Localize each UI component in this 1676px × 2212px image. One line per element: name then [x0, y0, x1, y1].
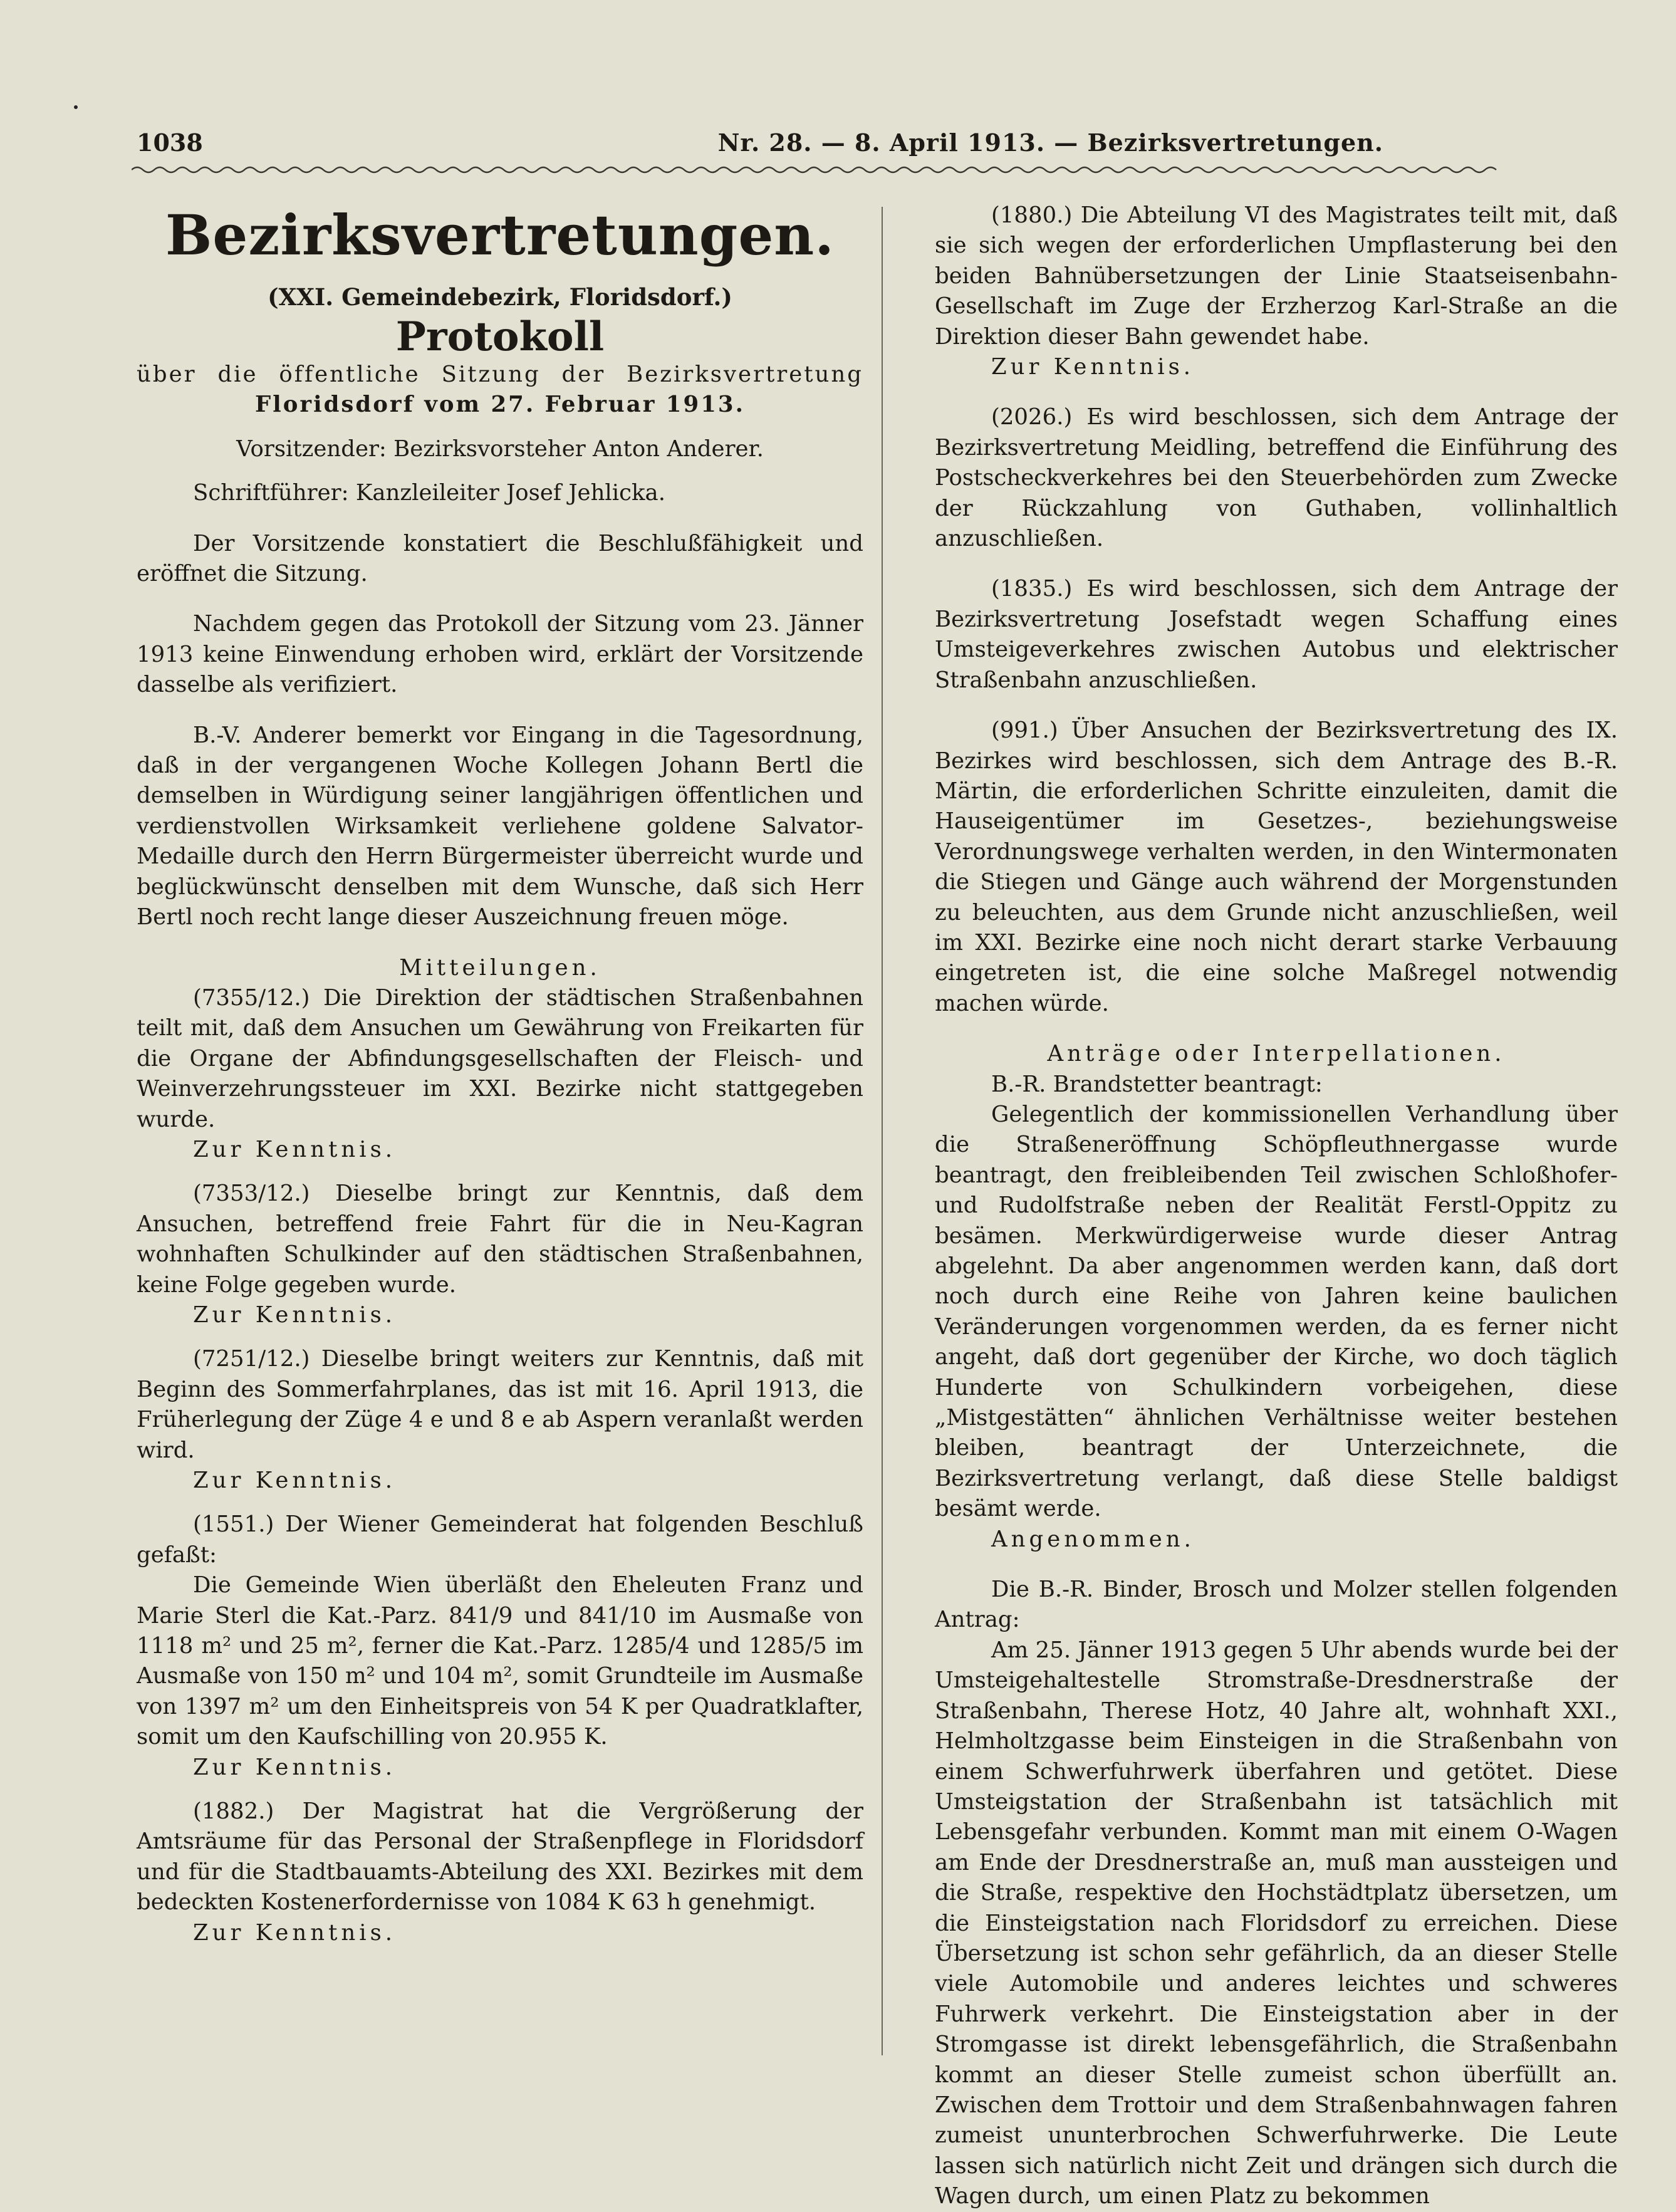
antraege-heading: Anträge oder Interpellationen. — [1047, 1041, 1506, 1067]
scan-speck — [74, 105, 78, 109]
item-1835: (1835.) Es wird beschlossen, sich dem Antrage der Bezirksvertretung Josefstadt wegen Schaffung eines Umsteigeverkehres zwischen Autobus und elektrischer Straßenbahn anzuschließen. — [935, 576, 1618, 693]
column-divider — [882, 207, 883, 2055]
brandstetter-line: B.-R. Brandstetter beantragt: — [991, 1071, 1323, 1097]
running-title: Nr. 28. — 8. April 1913. — Bezirksvertretungen. — [717, 128, 1383, 157]
protokoll-line-1: über die öffentliche Sitzung der Bezirksvertretung — [137, 362, 863, 387]
district-subtitle: (XXI. Gemeindebezirk, Floridsdorf.) — [268, 283, 732, 311]
binder-line: Die B.-R. Binder, Brosch und Molzer stellen folgenden Antrag: — [935, 1577, 1618, 1633]
right-column — [935, 201, 1618, 2212]
paragraph-opening: Der Vorsitzende konstatiert die Beschlußfähigkeit und eröffnet die Sitzung. — [137, 530, 863, 587]
header-wavy-rule — [132, 164, 1497, 175]
zur-kenntnis: Zur Kenntnis. — [193, 1468, 397, 1493]
item-7353: (7353/12.) Dieselbe bringt zur Kenntnis, daß dem Ansuchen, betreffend freie Fahrt für die in Neu-Kagran wohnhaften Schulkinder auf den städtischen Straßenbahnen, keine Folge gegeben wurde. — [137, 1181, 863, 1298]
item-1551-resolution: Die Gemeinde Wien überläßt den Eheleuten Franz und Marie Sterl die Kat.-Parz. 841/9 und 841/10 im Ausmaße von 1118 m² und 25 m², ferner die Kat.-Parz. 1285/4 und 1285/5 im Ausmaße von 150 m² und 104 m², somit Grundteile im Ausmaße von 1397 m² um den Einheitspreis von 54 K per Quadratklafter, somit um den Kaufschilling von 20.955 K. — [137, 1572, 863, 1750]
left-column — [137, 201, 863, 1948]
protokoll-heading: Protokoll — [395, 313, 605, 360]
paragraph-anderer: B.-V. Anderer bemerkt vor Eingang in die Tagesordnung, daß in der vergangenen Woche Kollegen Johann Bertl die demselben in Würdigung seiner langjährigen öffentlichen und verdienstvollen Wirksamkeit verliehene goldene Salvator-Medaille durch den Herrn Bürgermeister überreicht wurde und beglückwünscht denselben mit dem Wunsche, daß sich Herr Bertl noch recht lange dieser Auszeichnung freuen möge. — [137, 722, 863, 931]
protokoll-line-2: Floridsdorf vom 27. Februar 1913. — [255, 392, 745, 418]
section-title: Bezirksvertretungen. — [165, 202, 835, 268]
item-1551: (1551.) Der Wiener Gemeinderat hat folgenden Beschluß gefaßt: — [137, 1511, 863, 1568]
page-number: 1038 — [137, 128, 203, 157]
zur-kenntnis: Zur Kenntnis. — [193, 1754, 397, 1780]
zur-kenntnis: Zur Kenntnis. — [193, 1302, 397, 1328]
item-2026: (2026.) Es wird beschlossen, sich dem Antrage der Bezirksvertretung Meidling, betreffend die Einführung des Postscheckverkehres bei den Steuerbehörden zum Zwecke der Rückzahlung von Guthaben, vollinhaltlich anzuschließen. — [935, 404, 1618, 552]
item-1882: (1882.) Der Magistrat hat die Vergrößerung der Amtsräume für das Personal der Straßenpflege in Floridsdorf und für die Stadtbauamts-Abteilung des XXI. Bezirkes mit dem bedeckten Kostenerfordernisse von 1084 K 63 h genehmigt. — [137, 1798, 863, 1916]
zur-kenntnis: Zur Kenntnis. — [193, 1919, 397, 1946]
zur-kenntnis: Zur Kenntnis. — [991, 354, 1195, 380]
item-1880: (1880.) Die Abteilung VI des Magistrates teilt mit, daß sie sich wegen der erforderlichen Umpflasterung bei den beiden Bahnübersetzungen der Linie Staatseisenbahn-Gesellschaft im Zuge der Erzherzog Karl-Straße an die Direktion dieser Bahn gewendet habe. — [935, 202, 1618, 350]
binder-motion: Am 25. Jänner 1913 gegen 5 Uhr abends wurde bei der Umsteigehaltestelle Stromstraße-Dresdnerstraße der Straßenbahn, Therese Hotz, 40 Jahre alt, wohnhaft XXI., Helmholtzgasse beim Einsteigen in die Straßenbahn von einem Schwerfuhrwerk überfahren und getötet. Diese Umsteigstation der Straßenbahn ist tatsächlich mit Lebensgefahr verbunden. Kommt man mit einem O-Wagen am Ende der Dresdnerstraße an, muß man aussteigen und die Straße, respektive den Hochstädtplatz übersetzen, um die Einsteigstation nach Floridsdorf zu erreichen. Diese Übersetzung ist schon sehr gefährlich, da an dieser Stelle viele Automobile und anderes leichtes und schweres Fuhrwerk verkehrt. Die Einsteigstation aber in der Stromgasse ist direkt lebensgefährlich, die Straßenbahn kommt an dieser Stelle zumeist schon überfüllt an. Zwischen dem Trottoir und dem Straßenbahnwagen fahren zumeist ununterbrochen Schwerfuhrwerke. Die Leute lassen sich natürlich nicht Zeit und drängen sich durch die Wagen durch, um einen Platz zu bekommen — [935, 1637, 1618, 2209]
item-7251: (7251/12.) Dieselbe bringt weiters zur Kenntnis, daß mit Beginn des Sommerfahrplanes, das ist mit 16. April 1913, die Früherlegung der Züge 4 e und 8 e ab Aspern veranlaßt werden wird. — [137, 1346, 863, 1463]
paragraph-protocol: Nachdem gegen das Protokoll der Sitzung vom 23. Jänner 1913 keine Einwendung erhoben wird, erklärt der Vorsitzende dasselbe als verifiziert. — [137, 611, 863, 698]
item-991: (991.) Über Ansuchen der Bezirksvertretung des IX. Bezirkes wird beschlossen, sich dem Antrage des B.-R. Märtin, die erforderlichen Schritte einzuleiten, damit die Hauseigentümer im Gesetzes-, beziehungsweise Verordnungswege verhalten werden, in den Wintermonaten die Stiegen und Gänge auch während der Morgenstunden zu beleuchten, aus dem Grunde nicht anzuschließen, weil im XXI. Bezirke eine noch nicht derart starke Verbauung eingetreten ist, die eine solche Maßregel notwendig machen würde. — [935, 717, 1618, 1016]
brandstetter-motion: Gelegentlich der kommissionellen Verhandlung über die Straßeneröffnung Schöpfleuthnergasse wurde beantragt, den freibleibenden Teil zwischen Schloßhofer- und Rudolfstraße neben der Realität Ferstl-Oppitz zu besämen. Merkwürdigerweise wurde dieser Antrag abgelehnt. Da aber angenommen werden kann, daß dort noch durch eine Reihe von Jahren keine baulichen Veränderungen vorgenommen werden, da es ferner nicht angeht, daß dort gegenüber der Kirche, wo doch täglich Hunderte von Schulkindern vorbeigehen, diese „Mistgestätten“ ähnlichen Verhältnisse weiter bestehen bleiben, beantragt der Unterzeichnete, die Bezirksvertretung verlangt, daß diese Stelle baldigst besämt werde. — [935, 1101, 1618, 1522]
item-7355: (7355/12.) Die Direktion der städtischen Straßenbahnen teilt mit, daß dem Ansuchen um Gewährung von Freikarten für die Organe der Abfindungsgesellschaften der Fleisch- und Weinverzehrungssteuer im XXI. Bezirke nicht stattgegeben wurde. — [137, 984, 863, 1132]
mitteilungen-heading: Mitteilungen. — [399, 954, 601, 981]
secretary-line: Schriftführer: Kanzleileiter Josef Jehlicka. — [193, 480, 665, 506]
zur-kenntnis: Zur Kenntnis. — [193, 1136, 397, 1162]
angenommen: Angenommen. — [991, 1526, 1195, 1552]
page-header — [137, 124, 1484, 162]
chair-line: Vorsitzender: Bezirksvorsteher Anton Anderer. — [236, 436, 764, 462]
